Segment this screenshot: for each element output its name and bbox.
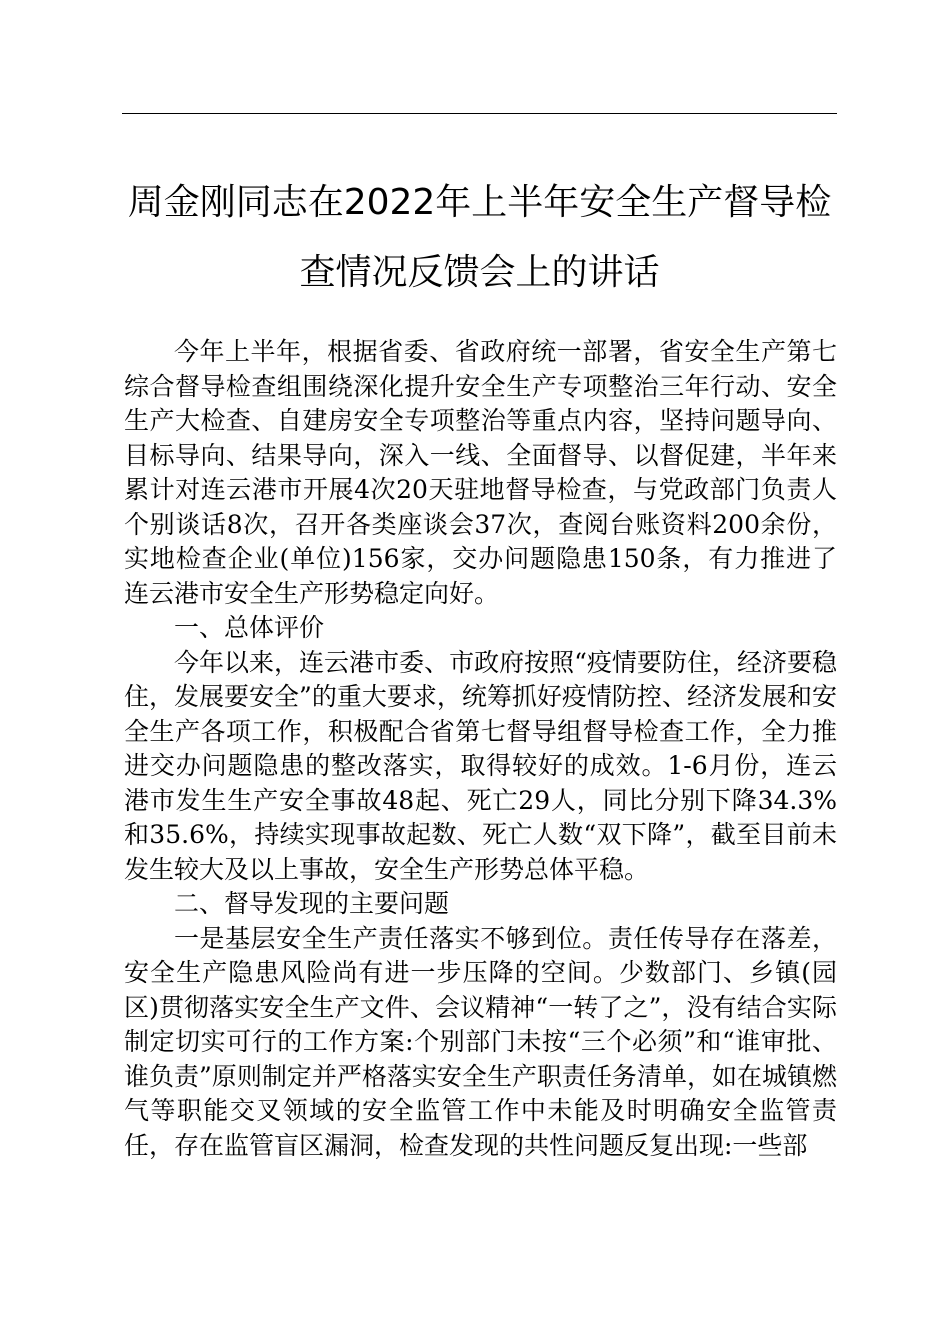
section-heading-main-problems: 二、督导发现的主要问题	[174, 889, 450, 918]
section-heading-overall-evaluation: 一、总体评价	[174, 613, 325, 642]
document-title	[122, 168, 837, 308]
paragraph-intro: 今年上半年，根据省委、省政府统一部署，省安全生产第七综合督导检查组围绕深化提升安全生产专项整治三年行动、安全生产大检查、自建房安全专项整治等重点内容，坚持问题导向、目标导向、结果导向，深入一线、全面督导、以督促建，半年来累计对连云港市开展4次20天驻地督导检查，与党政部门负责人个别谈话8次，召开各类座谈会37次，查阅台账资料200余份，实地检查企业(单位)156家，交办问题隐患150条，有力推进了连云港市安全生产形势稳定向好。	[124, 337, 837, 608]
title-line-1: 周金刚同志在2022年上半年安全生产督导检	[127, 182, 832, 223]
paragraph-evaluation: 今年以来，连云港市委、市政府按照“疫情要防住，经济要稳住，发展要安全”的重大要求，统筹抓好疫情防控、经济发展和安全生产各项工作，积极配合省第七督导组督导检查工作，全力推进交办问题隐患的整改落实，取得较好的成效。1-6月份，连云港市发生生产安全事故48起、死亡29人，同比分别下降34.3%和35.6%，持续实现事故起数、死亡人数“双下降”，截至目前未发生较大及以上事故，安全生产形势总体平稳。	[124, 647, 837, 884]
paragraph-problem-one: 一是基层安全生产责任落实不够到位。责任传导存在落差，安全生产隐患风险尚有进一步压降的空间。少数部门、乡镇(园区)贯彻落实安全生产文件、会议精神“一转了之”，没有结合实际制定切实可行的工作方案:个别部门未按“三个必须”和“谁审批、谁负责”原则制定并严格落实安全生产职责任务清单，如在城镇燃气等职能交叉领域的安全监管工作中未能及时明确安全监管责任，存在监管盲区漏洞，检查发现的共性问题反复出现:一些部	[124, 923, 837, 1160]
header-rule	[122, 113, 837, 114]
document-body	[124, 335, 837, 1163]
title-line-2: 查情况反馈会上的讲话	[299, 252, 660, 293]
